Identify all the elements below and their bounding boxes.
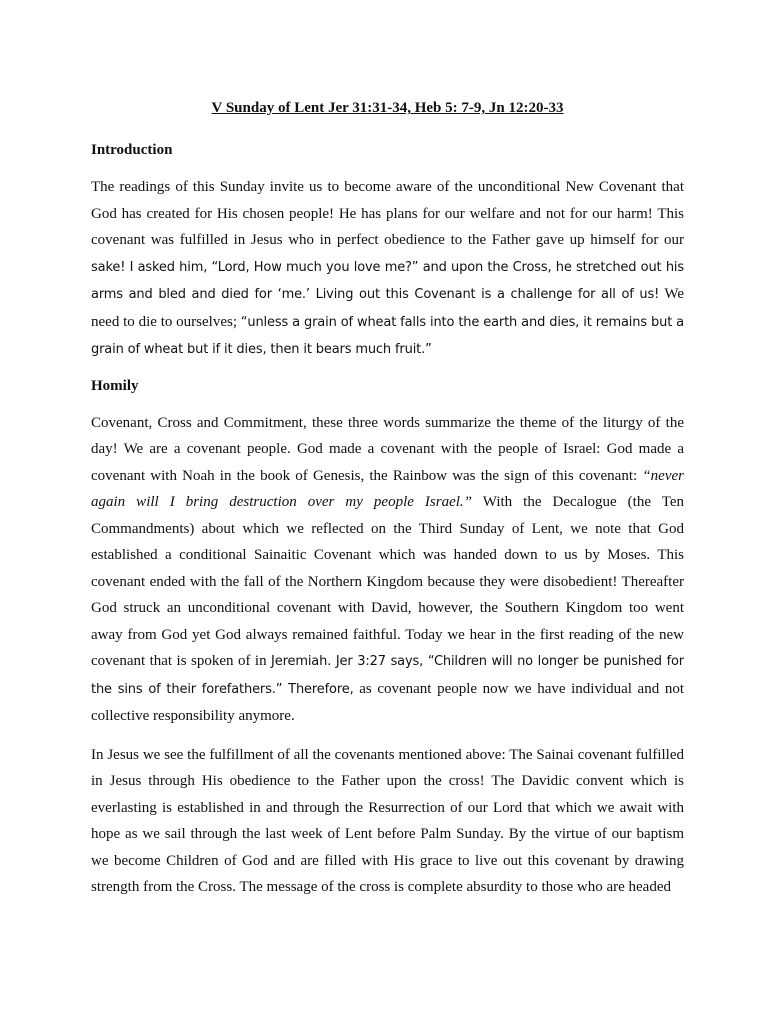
text-run: Covenant, Cross and Commitment, these three words summarize the theme of the liturgy of the day! We are a covenant people. God made a covenant with the people of Israel: God made a covenant with Noah in the book of Genesis, the Rainbow was the sign of this covenant: — [91, 414, 684, 484]
introduction-paragraph — [91, 174, 684, 364]
text-run: In Jesus we see the fulfillment of all the covenants mentioned above: The Sainai covenant fulfilled in Jesus through His obedience to the Father upon the cross! The Davidic convent which is everlasting is established in and through the Resurrection of our Lord that which we await with hope as we sail through the last week of Lent before Palm Sunday. By the virtue of our baptism we become Children of God and are filled with His grace to live out this covenant by drawing strength from the Cross. The message of the cross is complete absurdity to those who are headed — [91, 746, 684, 895]
text-run: as covenant people now we have individual and not collective responsibility anymore. — [91, 680, 684, 724]
homily-paragraph — [91, 410, 684, 730]
page-title: V Sunday of Lent Jer 31:31-34, Heb 5: 7-9, Jn 12:20-33 — [211, 100, 564, 116]
text-run-quote-style: Jeremiah. Jer 3:27 says, “Children will no longer be punished for the sins of their forefathers.” Therefore, — [91, 654, 685, 697]
text-run: The readings of this Sunday invite us to become aware of the unconditional New Covenant that God has created for His chosen people! He has plans for our welfare and not for our harm! This covenant was fulfilled in Jesus who in perfect obedience to the Father gave up himself for our — [91, 179, 684, 248]
section-heading-homily: Homily — [91, 377, 139, 394]
italic-quote: “never again will I bring destruction over my people Israel.” — [91, 467, 684, 510]
text-run: With the Decalogue (the Ten Commandments) about which we reflected on the Third Sunday of Lent, we note that God established a conditional Sainaitic Covenant which was handed down to us by Moses. This covenant ended with the fall of the Northern Kingdom because they were disobedient! Thereafter God struck an unconditional covenant with David, however, the Southern Kingdom too went away from God yet God always remained faithful. Today we hear in the first reading of the new covenant that is spoken of in — [91, 494, 684, 669]
section-heading-introduction: Introduction — [91, 142, 173, 158]
homily-paragraph — [91, 742, 684, 901]
text-run-quote-style: “unless a grain of wheat falls into the earth and dies, it remains but a grain of wheat but if it dies, then it bears much fruit.” — [91, 314, 684, 357]
text-run: We need to die to ourselves; — [91, 286, 684, 330]
text-run-quote-style: sake! I asked him, “Lord, How much you love me?” and upon the Cross, he stretched out his arms and bled and died for ‘me.’ Living out this Covenant is a challenge for all of us! — [91, 259, 684, 302]
